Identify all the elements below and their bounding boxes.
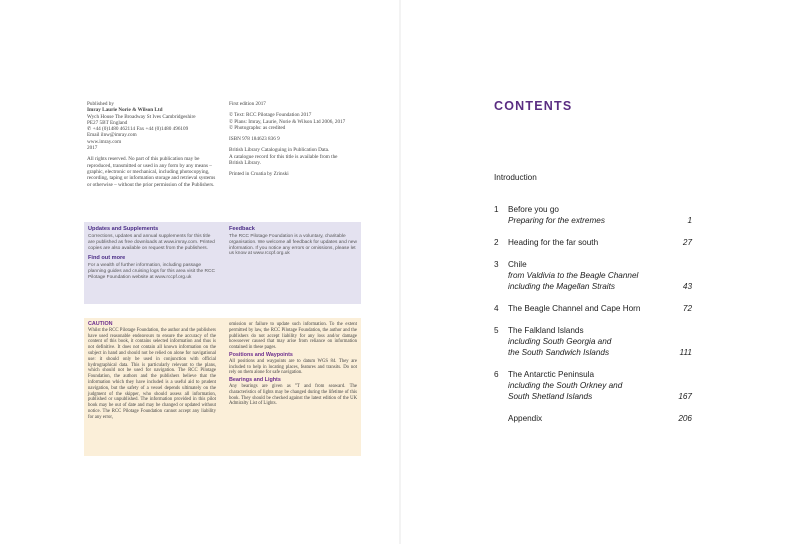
library-line: British Library. — [229, 160, 261, 167]
isbn: ISBN 978 184623 836 9 — [229, 136, 280, 143]
toc-appendix-page: 206 — [678, 414, 692, 423]
library-line: A catalogue record for this title is available from the — [229, 153, 338, 160]
toc-entry-1 — [494, 204, 692, 226]
publisher-info — [87, 101, 219, 188]
positions-heading: Positions and Waypoints — [229, 351, 293, 358]
book-spine — [399, 0, 401, 544]
toc-entry-title: Before you go — [508, 205, 559, 214]
find-out-more-text: For a wealth of further information, including passage planning guides and cruising logs for this area visit the RCC Pilotage Foundation website at www.rccpf.org.uk — [88, 263, 215, 280]
toc-entry-title: Chile — [508, 260, 527, 269]
toc-entry-subtitle: including South Georgia and — [508, 337, 612, 346]
publisher-name: Imray Laurie Norie & Wilson Ltd — [87, 107, 163, 114]
toc-entry-title: Heading for the far south — [508, 238, 599, 247]
toc-appendix-title: Appendix — [508, 414, 543, 423]
first-edition: First edition 2017 — [229, 101, 266, 107]
toc-entry-subtitle: including the South Orkney and — [508, 381, 623, 390]
caution-box — [84, 318, 361, 456]
toc-entry-subtitle: South Shetland Islands — [508, 392, 593, 401]
toc-entry-page: 72 — [682, 304, 692, 313]
toc-entry-page: 167 — [678, 392, 692, 401]
toc-entry-page: 111 — [679, 348, 692, 357]
toc-entry-page: 27 — [682, 238, 692, 247]
publisher-line: Published by — [87, 101, 114, 107]
toc-entry-6 — [494, 369, 692, 402]
toc-appendix — [508, 413, 692, 424]
toc-entry-number: 6 — [494, 370, 499, 379]
bearings-text: Any bearings are given as °T and from seaward. The characteristics of lights may be changed during the lifetime of this book. They should be checked against the latest edition of the UK Admiralty List of Lights. — [229, 383, 357, 407]
rights-notice: All rights reserved. No part of this publication may be reproduced, transmitted or used in any form by any means – graphic, electronic or mechanical, including photocopying, recording, taping or information storage and retrieval systems or otherwise – without the prior permission of the Publishers. — [87, 156, 216, 188]
toc-introduction: Introduction — [494, 173, 537, 182]
toc-entry-title: The Antarctic Peninsula — [508, 370, 595, 379]
toc-entry-title: The Falkland Islands — [508, 326, 584, 335]
contents-title: CONTENTS — [494, 99, 573, 113]
edition-info — [229, 101, 369, 178]
find-out-more-heading: Find out more — [88, 255, 126, 262]
toc-entry-number: 4 — [494, 304, 499, 313]
toc-entry-page: 43 — [682, 282, 692, 291]
publisher-line: PE27 5BT England — [87, 119, 128, 126]
toc-entry-number: 3 — [494, 260, 499, 269]
toc-entry-5 — [494, 325, 692, 358]
publisher-website: www.imray.com — [87, 138, 122, 145]
positions-text: All positions and waypoints are to datum WGS 84. They are included to help in locating places, features and transits. Do not rely on them alone for safe navigation. — [229, 358, 357, 376]
caution-heading: CAUTION — [88, 321, 113, 327]
printed-in: Printed in Croatia by Zrinski — [229, 171, 289, 178]
toc-entry-number: 5 — [494, 326, 499, 335]
copyright-line: © Text: RCC Pilotage Foundation 2017 — [229, 112, 312, 119]
feedback-heading: Feedback — [229, 226, 255, 232]
library-line: British Library Cataloguing in Publication Data. — [229, 147, 330, 154]
toc-entry-subtitle: the South Sandwich Islands — [508, 348, 610, 357]
updates-text: Corrections, updates and annual supplements for this title are published as free downloads at www.imray.com. Printed copies are also available on request from the publishers. — [88, 234, 215, 251]
publisher-phone: ✆ +44 (0)1480 462114 Fax +44 (0)1480 496109 — [87, 126, 189, 133]
toc-entry-4 — [494, 303, 692, 314]
copyright-line: © Photographs: as credited — [229, 124, 286, 131]
toc-entry-3 — [494, 259, 692, 292]
toc-entry-page: 1 — [687, 216, 692, 225]
publisher-year: 2017 — [87, 145, 98, 152]
toc-entry-subtitle: including the Magellan Straits — [508, 282, 615, 291]
toc-entry-subtitle: from Valdivia to the Beagle Channel — [508, 271, 639, 280]
toc-entry-number: 2 — [494, 238, 499, 247]
bearings-heading: Bearings and Lights — [229, 377, 281, 384]
feedback-text: The RCC Pilotage Foundation is a voluntary, charitable organisation. We welcome all feedback for updates and new information. If you notice any errors or omissions, please let us know at www.rccpf.org.uk — [229, 234, 357, 257]
updates-info-box — [84, 222, 361, 304]
caution-text: Whilst the RCC Pilotage Foundation, the author and the publishers have used reasonable endeavours to ensure the accuracy of the content of this book, it contains selected information and thus is not definitive. It does not contain all known information on the subject in hand and should not be relied on alone for navigational use: it should only be used in conjunction with official hydrographical data. This is particularly relevant to the plans, which should not be used for navigation. The RCC Pilotage Foundation, the authors and the publishers believe that the information which they have included is a useful aid to prudent navigation, but the safety of a vessel depends ultimately on the judgment of the skipper, who should assess all information, published or unpublished. The information provided in this pilot book may be out of date and may be changed or updated without notice. The RCC Pilotage Foundation cannot accept any liability for any error, — [88, 327, 216, 420]
updates-heading: Updates and Supplements — [88, 226, 159, 232]
toc-entry-2 — [494, 237, 692, 248]
publisher-email: Email ilnw@imray.com — [87, 132, 137, 139]
caution-text-continued: omission or failure to update such information. To the extent permitted by law, the RCC Pilotage Foundation, the author and the publishers do not accept liability for any loss and/or damage howsoever caused that may arise from reliance on information contained in these pages. — [229, 322, 357, 351]
toc-entry-subtitle: Preparing for the extremes — [508, 216, 605, 225]
copyright-line: © Plans: Imray, Laurie, Norie & Wilson Ltd 2006, 2017 — [229, 118, 346, 125]
toc-entry-title: The Beagle Channel and Cape Horn — [508, 304, 641, 313]
toc-entry-number: 1 — [494, 205, 499, 214]
publisher-line: Wych House The Broadway St Ives Cambridgeshire — [87, 113, 196, 120]
